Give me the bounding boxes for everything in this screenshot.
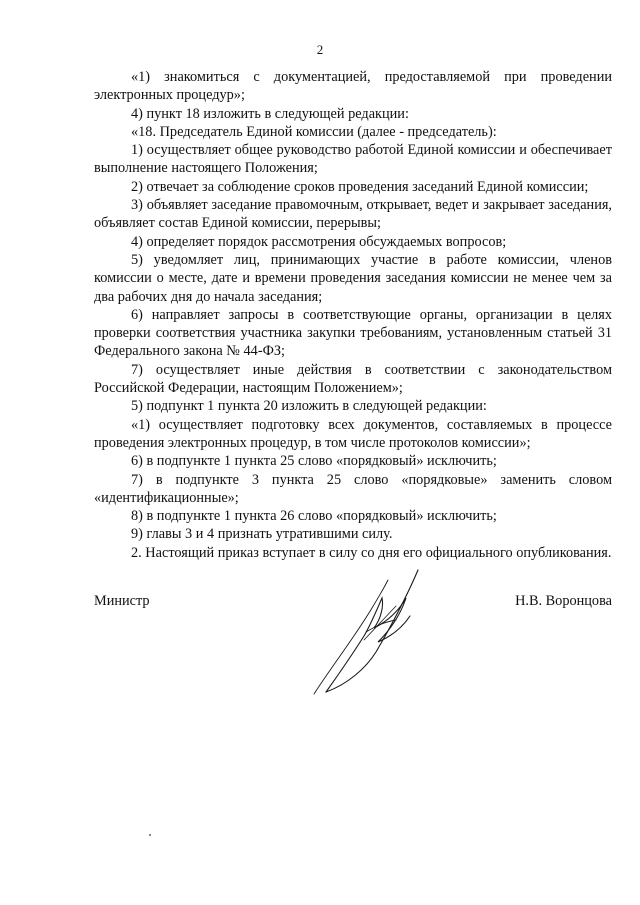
scan-speck [149,834,151,836]
signatory-name: Н.В. Воронцова [515,593,612,609]
document-body [94,68,612,562]
paragraph: 5) уведомляет лиц, принимающих участие в работе комиссии, членов комиссии о месте, дате и времени проведения заседания комиссии не менее чем за два рабочих дня до начала заседания; [94,251,612,305]
paragraph: 4) определяет порядок рассмотрения обсуждаемых вопросов; [131,233,507,250]
paragraph: 6) направляет запросы в соответствующие органы, организации в целях проверки соответствия участника закупки требованиям, установленным статьей 31 Федерального закона № 44-ФЗ; [94,306,612,360]
paragraph: «1) знакомиться с документацией, предоставляемой при проведении электронных процедур»; [94,69,612,104]
paragraph: «18. Председатель Единой комиссии (далее - председатель): [131,123,497,140]
paragraph: 7) осуществляет иные действия в соответствии с законодательством Российской Федерации, настоящим Положением»; [94,361,612,397]
paragraph: 2) отвечает за соблюдение сроков проведения заседаний Единой комиссии; [131,178,589,195]
paragraph: 7) в подпункте 3 пункта 25 слово «порядковые» заменить словом «идентификационные»; [94,471,612,506]
paragraph: 2. Настоящий приказ вступает в силу со дня его официального опубликования. [131,544,612,561]
paragraph: 4) пункт 18 изложить в следующей редакции: [131,105,409,122]
paragraph: 5) подпункт 1 пункта 20 изложить в следующей редакции: [131,398,487,415]
signatory-position: Министр [94,593,150,609]
paragraph: 6) в подпункте 1 пункта 25 слово «порядковый» исключить; [131,453,497,470]
page-number: 2 [316,42,324,57]
paragraph: «1) осуществляет подготовку всех документов, составляемых в процессе проведения электронных процедур, в том числе протоколов комиссии»; [94,416,612,451]
paragraph: 1) осуществляет общее руководство работой Единой комиссии и обеспечивает выполнение настоящего Положения; [94,142,612,177]
handwritten-signature [306,568,426,696]
paragraph: 9) главы 3 и 4 признать утратившими силу. [131,526,393,543]
paragraph: 8) в подпункте 1 пункта 26 слово «порядковый» исключить; [131,508,497,525]
paragraph: 3) объявляет заседание правомочным, открывает, ведет и закрывает заседания, объявляет состав Единой комиссии, перерывы; [94,197,612,232]
